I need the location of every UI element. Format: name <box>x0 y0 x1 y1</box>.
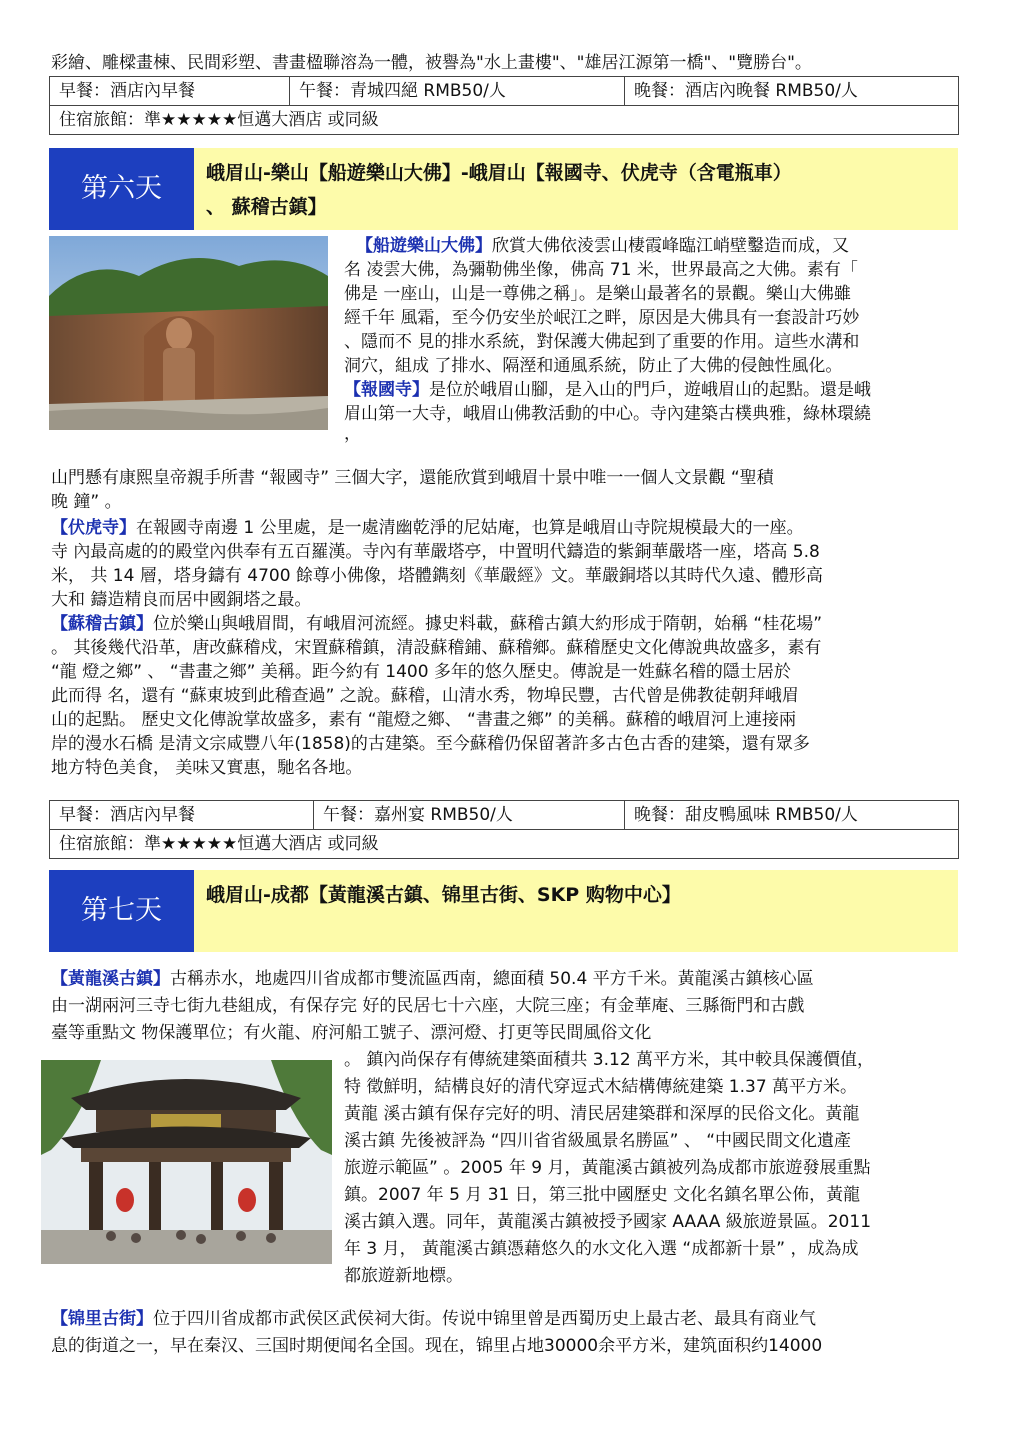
huanglong-block <box>51 966 976 1047</box>
huanglong-side-0: 。 鎮內尚保存有傳統建築面積共 3.12 萬平方米，其中較具保護價值， <box>344 1050 875 1070</box>
leshan-line-3: 經千年 風霜，至今仍安坐於岷江之畔，原因是大佛具有一套設計巧妙 <box>344 308 860 328</box>
suji-line-1: 。 其後幾代沿革，唐改蘇稽戍，宋置蘇稽鎮，清設蘇稽鋪、蘇稽鄉。蘇稽歷史文化傳說典故盛多，素有 <box>51 638 822 658</box>
dinner-cell: 晚餐：酒店內晚餐 RMB50/人 <box>625 77 959 106</box>
leshan-block <box>344 234 976 446</box>
huanglong-side-8: 都旅遊新地標。 <box>344 1266 463 1286</box>
fuhu-line-3: 大和 鑄造精良而居中國銅塔之最。 <box>51 590 312 610</box>
day6-body <box>51 466 976 780</box>
meal-table-day6 <box>49 800 959 859</box>
huanglong-side-1: 特 徵鮮明，結構良好的清代穿逗式木結構傳統建築 1.37 萬平方米。 <box>344 1077 858 1097</box>
fuhu-line-0: 【伏虎寺】在報國寺南邊 1 公里處，是一處清幽乾淨的尼姑庵，也算是峨眉山寺院規模最大的一座。 <box>51 518 804 538</box>
leshan-buddha-image <box>49 236 328 430</box>
intro-text: 彩繪、雕樑畫棟、民間彩塑、書畫楹聯溶為一體，被譽為"水上畫樓"、"雄居江源第一橋"、"覽勝台"。 <box>51 53 812 73</box>
jinli-heading: 【锦里古街】 <box>51 1309 153 1329</box>
day7-title <box>194 870 958 952</box>
dinner-cell: 晚餐：甜皮鴨風味 RMB50/人 <box>625 801 959 830</box>
breakfast-cell: 早餐：酒店內早餐 <box>50 801 314 830</box>
day7-label: 第七天 <box>49 870 194 952</box>
baoguo-heading: 【報國寺】 <box>344 380 429 400</box>
huanglong-side-6: 溪古鎮入選。同年，黃龍溪古鎮被授予國家 AAAA 級旅遊景區。2011 <box>344 1212 872 1232</box>
lunch-cell: 午餐：嘉州宴 RMB50/人 <box>314 801 625 830</box>
leshan-buddha-photo <box>49 236 328 430</box>
leshan-line-2: 佛是 一座山，山是一尊佛之稱」。是樂山最著名的景觀。樂山大佛雖 <box>344 284 851 304</box>
hotel-cell: 住宿旅館：準★★★★★恒邁大酒店 或同級 <box>50 106 959 135</box>
suji-heading: 【蘇稽古鎮】 <box>51 614 153 634</box>
lunch-cell: 午餐：青城四絕 RMB50/人 <box>290 77 625 106</box>
huanglong-line-2: 臺等重點文 物保護單位；有火龍、府河船工號子、漂河燈、打更等民間風俗文化 <box>51 1023 652 1043</box>
huanglong-side-2: 黃龍 溪古鎮有保存完好的明、清民居建築群和深厚的民俗文化。黃龍 <box>344 1104 860 1124</box>
suji-line-0: 【蘇稽古鎮】位於樂山與峨眉間，有峨眉河流經。據史料載，蘇稽古鎮大約形成于隋朝，始稱 “桂花場” <box>51 614 823 634</box>
leshan-line-0: 【船遊樂山大佛】欣賞大佛依淩雲山棲霞峰臨江峭壁鑿造而成，又 <box>356 236 849 256</box>
jinli-block <box>51 1306 976 1360</box>
huanglong-side-4: 旅遊示範區” 。2005 年 9 月，黃龍溪古鎮被列為成都市旅遊發展重點 <box>344 1158 871 1178</box>
huanglong-heading: 【黃龍溪古鎮】 <box>51 969 170 989</box>
suji-line-4: 山的起點。 歷史文化傳說掌故盛多，素有 “龍燈之鄉、 “書畫之鄉” 的美稱。蘇稽的峨眉河上連接兩 <box>51 710 797 730</box>
baoguo-line-1: 眉山第一大寺，峨眉山佛教活動的中心。寺內建築古樸典雅，綠林環繞 <box>344 404 871 424</box>
meal-table-day5 <box>49 76 959 135</box>
leshan-line-4: 、隱而不 見的排水系統，對保護大佛起到了重要的作用。這些水溝和 <box>344 332 860 352</box>
huanglong-side-block <box>344 1047 976 1290</box>
suji-line-6: 地方特色美食， 美味又實惠，馳名各地。 <box>51 758 363 778</box>
baoguo-line-2: ， <box>344 426 361 444</box>
huanglong-line-1: 由一湖兩河三寺七街九巷組成，有保存完 好的民居七十六座，大院三座；有金華庵、三縣衙門和古戲 <box>51 996 805 1016</box>
leshan-line-1: 名 凌雲大佛，為彌勒佛坐像，佛高 71 米，世界最高之大佛。素有「 <box>344 260 858 280</box>
day7-title-line1: 峨眉山-成都【黃龍溪古鎮、锦里古街、SKP 购物中心】 <box>206 884 681 906</box>
day6-title-line1: 峨眉山-樂山【船遊樂山大佛】-峨眉山【報國寺、伏虎寺（含電瓶車） <box>206 162 792 184</box>
huanglong-gate-photo <box>41 1060 332 1264</box>
fuhu-line-2: 米， 共 14 層，塔身鑄有 4700 餘尊小佛像，塔體鐫刻《華嚴經》文。華嚴銅塔以其時代久遠、體形高 <box>51 566 823 586</box>
baoguo-line-4: 晚 鐘” 。 <box>51 492 122 512</box>
leshan-line-5: 洞穴，組成 了排水、隔溼和通風系統，防止了大佛的侵蝕性風化。 <box>344 356 843 376</box>
baoguo-line-0: 【報國寺】是位於峨眉山腳，是入山的門戶，遊峨眉山的起點。還是峨 <box>344 380 871 400</box>
suji-line-2: “龍 燈之鄉” 、 “書畫之鄉” 美稱。距今約有 1400 多年的悠久歷史。傳說是一姓蘇名稽的隱士居於 <box>51 662 791 682</box>
jinli-line-0: 【锦里古街】位于四川省成都市武侯区武侯祠大街。传说中锦里曾是西蜀历史上最古老、最具有商业气 <box>51 1309 816 1329</box>
huanglong-side-7: 年 3 月， 黃龍溪古鎮憑藉悠久的水文化入選 “成都新十景” ，成為成 <box>344 1239 859 1259</box>
huanglong-gate-image <box>41 1060 332 1264</box>
baoguo-line-3: 山門懸有康熙皇帝親手所書 “報國寺” 三個大字，還能欣賞到峨眉十景中唯一一個人文景觀 “聖積 <box>51 468 774 488</box>
suji-line-5: 岸的漫水石橋 是清文宗咸豐八年(1858)的古建築。至今蘇稽仍保留著許多古色古香的建築，還有眾多 <box>51 734 810 754</box>
day6-label: 第六天 <box>49 148 194 230</box>
breakfast-cell: 早餐：酒店內早餐 <box>50 77 290 106</box>
leshan-heading: 【船遊樂山大佛】 <box>356 236 492 256</box>
fuhu-heading: 【伏虎寺】 <box>51 518 136 538</box>
huanglong-side-5: 鎮。2007 年 5 月 31 日，第三批中國歷史 文化名鎮名單公佈，黃龍 <box>344 1185 861 1205</box>
day6-title-line2: 、 蘇稽古鎮】 <box>206 196 327 218</box>
hotel-cell: 住宿旅館：準★★★★★恒邁大酒店 或同級 <box>50 830 959 859</box>
suji-line-3: 此而得 名，還有 “蘇東坡到此稽查過” 之說。蘇稽，山清水秀，物埠民豐，古代曾是佛教徒朝拜峨眉 <box>51 686 799 706</box>
day6-title <box>194 148 958 230</box>
huanglong-line-0: 【黃龍溪古鎮】古稱赤水，地處四川省成都市雙流區西南，總面積 50.4 平方千米。黃龍溪古鎮核心區 <box>51 969 814 989</box>
fuhu-line-1: 寺 內最高處的的殿堂內供奉有五百羅漢。寺內有華嚴塔亭，中置明代鑄造的紫銅華嚴塔一座，塔高 5.8 <box>51 542 820 562</box>
huanglong-side-3: 溪古鎮 先後被評為 “四川省省級風景名勝區” 、 “中國民間文化遺產 <box>344 1131 852 1151</box>
jinli-line-1: 息的街道之一，早在秦汉、三国时期便闻名全国。现在，锦里占地30000余平方米，建筑面积约14000 <box>51 1336 823 1356</box>
